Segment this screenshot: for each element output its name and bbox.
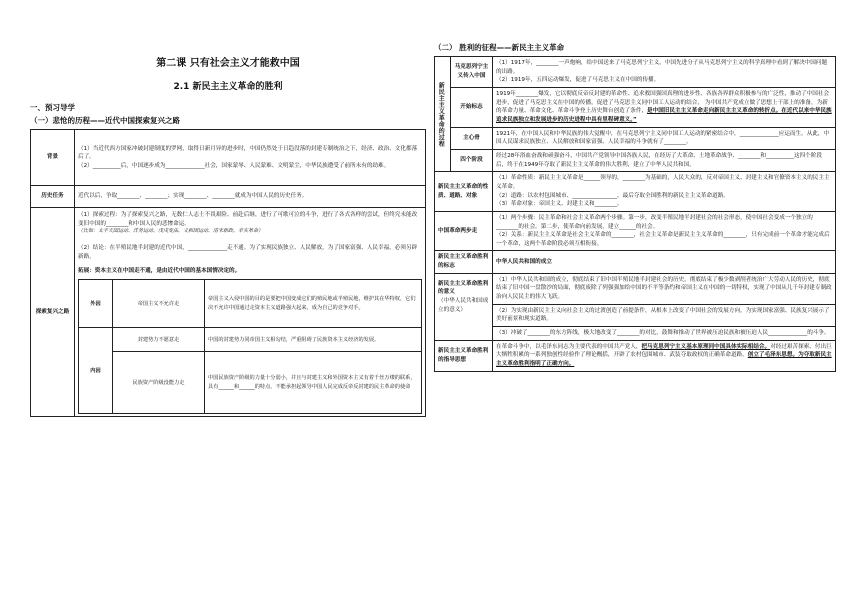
label-stages: 四个阶段 xyxy=(451,149,493,171)
guiding-text-4: 创立了毛泽东思想。为夺取新民主主义革命胜利指明了正确方向。 xyxy=(496,352,832,368)
heading-victory-journey: （二） 胜利的征程——新民主主义革命 xyxy=(434,43,565,52)
two-steps-line-1: （1）两个步骤：民主革命和社会主义革命两个步骤。第一步，改变半殖民地半封建社会的社会形态，使中国社会变成一个独立的________的社会。第二步，使革命向前发展，建立______的社会。 xyxy=(496,214,813,230)
internal-cause-1: 封建势力不愿意走 xyxy=(113,328,205,352)
nature-line-2: （2）道路：以农村包围城市、________________，最后夺取全国胜利的新民主主义革命道路。 xyxy=(496,192,729,199)
inner-row-external xyxy=(79,280,422,328)
inner-row-internal-2 xyxy=(79,352,422,414)
external-cause-text: 帝国主义入侵中国的目的是要把中国变成它们的殖民地或半殖民地，维护其在华特权，它们决不允许中国通过走资本主义道路强大起来，成为自己的竞争对手。 xyxy=(205,280,422,328)
guiding-text-3: 对经过艰苦探索、付出巨大牺牲积累的一系列独创性经验作了理论概括，开辟了农村包围城市、武装夺取政权的正确革命道路， xyxy=(496,343,832,359)
explore-examples: （比如：太平天国运动、洋务运动、戊戌变法、义和团运动、清末新政、辛亥革命） xyxy=(78,228,264,235)
row-background xyxy=(31,130,426,186)
significance-line-3: （3）冲破了________的东方阵线，极大地改变了________的对比，鼓舞和推动了世界被压迫民族和被压迫人民______________的斗争。 xyxy=(493,327,836,341)
label-two-steps: 中国革命两步走 xyxy=(435,211,493,251)
row-stages xyxy=(435,149,836,171)
row-guiding xyxy=(435,340,836,371)
background-line-1: （1）当近代西方国家冲破封建制度的罗网，取得日新月异的进步时，中国仍然处于日趋没落的封建专制统治之下，经济、政治、文化都落后了。 xyxy=(78,145,418,161)
row-nature xyxy=(435,172,836,212)
start-text: 1919年________爆发，它以彻底反帝反封建的革命性、追求救国强国真理的进步性、各族各界群众积极参与的广泛性，推动了中国社会进步，促进了马克思主义在中国的传播，促进了马克思主义同中国工人运动的结合， 为中国共产党成立做了思想上干部上的准备，为新的革命力量、革命文化、革命斗争登上历史舞台创造了条件， xyxy=(496,90,830,115)
row-start xyxy=(435,87,836,127)
explore-process: （1）探索过程：为了探索复兴之路，无数仁人志士不畏艰险、前赴后继，进行了可歌可泣的斗争，进行了各式各样的尝试，但终究未能改变旧中国的________和中国人民的悲惨命运。 xyxy=(78,212,418,227)
heading-preview: 一、预习导学 xyxy=(30,103,75,112)
section-title: 2.1 新民主主义革命的胜利 xyxy=(173,82,283,92)
victory-mark-text: 中华人民共和国的成立 xyxy=(493,251,836,273)
significance-line-2: （2）为实现由新民主主义向社会主义的过渡创造了前提条件，从根本上改变了中国社会的发展方向，为实现国家富强、民族复兴展示了美好前景和现实道路。 xyxy=(493,304,836,326)
backbone-text: 1921年，在中国人民和中华民族的伟大觉醒中，在马克思列宁主义同中国工人运动的紧密结合中，______________应运而生。从此，中国人民谋求民族独立、人民解放和国家富强、人民幸福的斗争就有了________。 xyxy=(493,127,836,149)
label-internal-cause: 内因 xyxy=(79,328,113,414)
row-victory-mark xyxy=(435,251,836,273)
row-significance-3 xyxy=(435,327,836,341)
heading-tragic-journey: （一）悲怆的历程——近代中国探索复兴之路 xyxy=(30,116,180,125)
inner-cause-table xyxy=(78,279,422,414)
task-text: 近代以后，争取________、________；实现________、________就成为中国人民的历史任务。 xyxy=(75,186,426,208)
vertical-label-process: 新民主主义革命的过程 xyxy=(437,81,445,147)
left-column xyxy=(30,48,426,417)
two-steps-line-2: （2）关系：新民主主义革命是社会主义革命的________，社会主义革命是新民主主义革命的________，只有完成前一个革命才能完成后一个革命，这两个革命阶段必须互相衔接。 xyxy=(496,232,830,247)
internal-cause-2-text: 中国民族资产阶级的力量十分弱小，并且与封建主义和外国资本主义有着千丝万缕的联系，具有______和______的特点，不能承担起领导中国人民完成反帝反封建的民主革命的使命 xyxy=(205,352,422,414)
row-task xyxy=(31,186,426,208)
row-significance-1 xyxy=(435,273,836,304)
left-table xyxy=(30,129,426,417)
start-bold-text: 是中国旧民主主义革命走向新民主主义革命的转折点。在近代以来中华民族追求民族独立和发展进步的历史进程中具有里程碑意义。” xyxy=(496,108,832,123)
label-background: 背景 xyxy=(31,130,75,186)
explore-conclusion: （2）结论：在半殖民地半封建的近代中国，______________走不通。为了实现民族独立、人民解放，为了国家富强、人民幸福，必须另辟新路。 xyxy=(78,245,418,260)
internal-cause-2: 民族资产阶级没能力走 xyxy=(113,352,205,414)
significance-line-1: （1）中华人民共和国的成立，彻底结束了旧中国半殖民地半封建社会的历史，彻底结束了极少数剥削者统治广大劳动人民的历史，彻底结束了旧中国一盘散沙的局面，彻底废除了列强强加给中国的不平等条约和帝国主义在中国的一切特权，实现了中国从几千年封建专制政治向人民民主的伟大飞跃。 xyxy=(493,273,836,304)
right-table xyxy=(434,56,836,372)
spread-line-2: （2）1919年，五四运动爆发，促进了马克思主义在中国的传播。 xyxy=(496,77,660,84)
external-cause: 帝国主义不允许走 xyxy=(113,280,205,328)
label-significance-sub: （中华人民共和国成立的意义） xyxy=(438,298,489,313)
label-guiding: 新民主主义革命胜利的指导思想 xyxy=(435,340,493,371)
right-column xyxy=(434,42,836,372)
internal-cause-1-text: 中国的封建势力同帝国主义相勾结，严重阻碍了民族资本主义经济的发展。 xyxy=(205,328,422,352)
label-external-cause: 外因 xyxy=(79,280,113,328)
nature-line-1: （1）革命性质：新民主主义革命是______领导的，________为基础的，人民大众的，反对帝国主义、封建主义和官僚资本主义的民主主义革命。 xyxy=(496,175,830,190)
background-line-2: （2）__________后，中国逐步成为______________社会，国家蒙辱、人民蒙难、文明蒙尘，中华民族遭受了前所未有的劫难。 xyxy=(78,162,390,169)
label-start: 开始标志 xyxy=(451,87,493,127)
row-two-steps xyxy=(435,211,836,251)
guiding-text-2: 把马克思列宁主义基本原理同中国具体实际相结合。 xyxy=(641,343,771,350)
guiding-text-1: 在革命斗争中，以毛泽东同志为主要代表的中国共产党人， xyxy=(496,343,642,350)
row-spread xyxy=(435,57,836,88)
spread-line-1: （1）1917年，________一声炮响，给中国送来了马克思列宁主义。中国先进分子从马克思列宁主义的科学真理中看到了解决中国问题的出路。 xyxy=(496,60,828,75)
label-explore: 探索复兴之路 xyxy=(31,208,75,417)
label-victory-mark: 新民主主义革命胜利的标志 xyxy=(435,251,493,273)
row-explore xyxy=(31,208,426,417)
inner-row-internal-1 xyxy=(79,328,422,352)
stages-text: 经过28年浴血奋战和顽强奋斗，中国共产党领导中国各族人民，在经历了大革命、土地革命战争、________和__________这四个阶段后，终于在1949年夺取了新民主主义革命的伟大胜利，建立了中华人民共和国。 xyxy=(493,149,836,171)
label-nature: 新民主主义革命的性质、道路、对象 xyxy=(435,172,493,212)
course-title: 第二课 只有社会主义才能救中国 xyxy=(156,58,300,69)
explore-extension: 拓展：资本主义在中国走不通，是由近代中国的基本国情决定的。 xyxy=(78,268,241,275)
label-spread: 马克思列宁主义传入中国 xyxy=(451,57,493,88)
row-significance-2 xyxy=(435,304,836,326)
label-backbone: 主心骨 xyxy=(451,127,493,149)
label-significance: 新民主主义革命胜利的意义 xyxy=(438,280,489,296)
row-backbone xyxy=(435,127,836,149)
nature-line-3: （3）革命对象：帝国主义、封建主义和________。 xyxy=(496,201,623,208)
label-task: 历史任务 xyxy=(31,186,75,208)
